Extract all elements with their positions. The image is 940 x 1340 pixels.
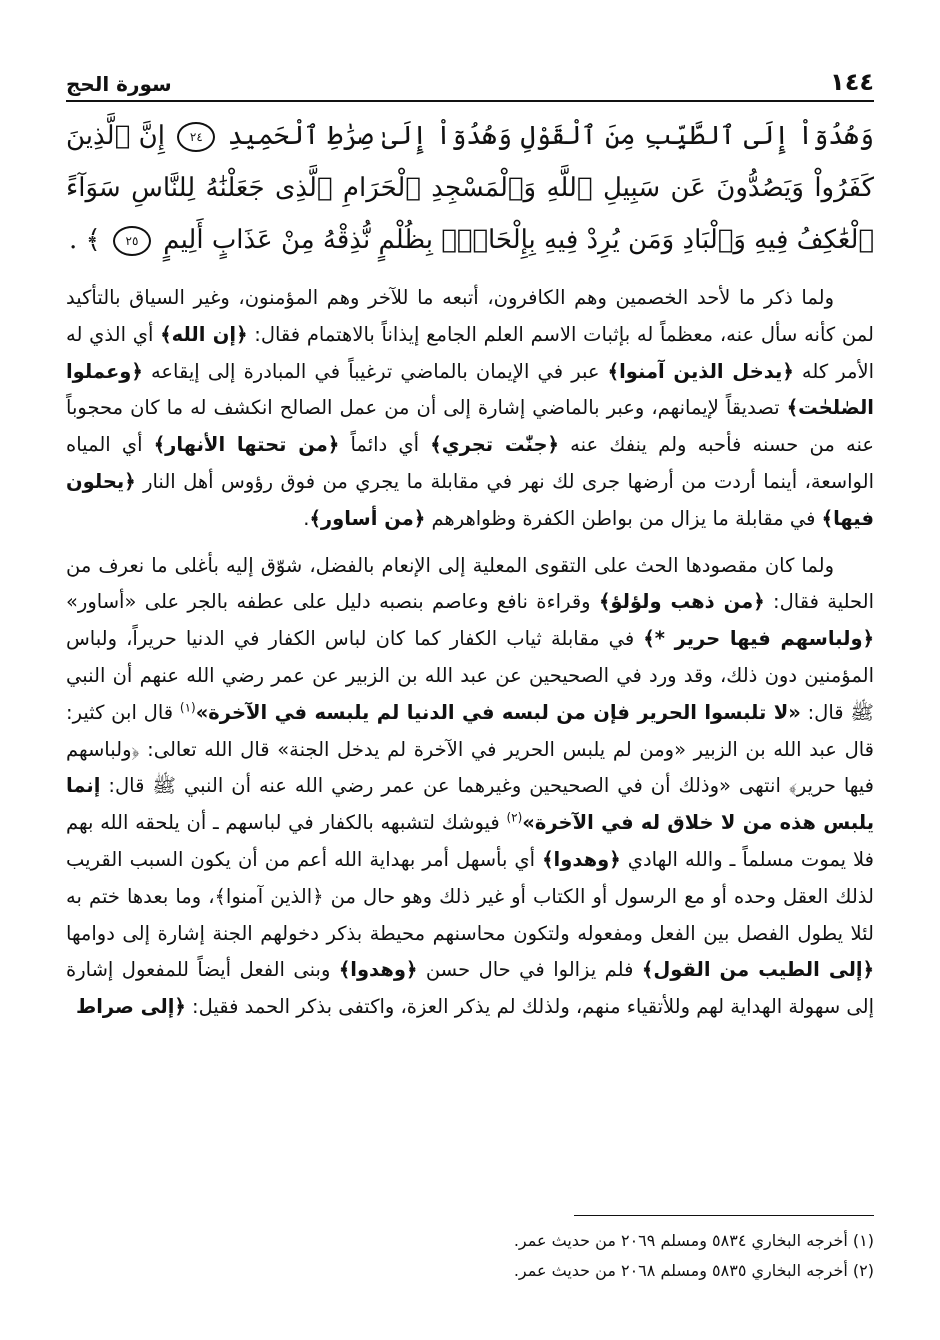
ayah-number-25: ٢٥ [113, 226, 151, 256]
footnote-ref-1[interactable]: (١) [179, 700, 196, 715]
text-run: قال ابن كثير: قال عبد الله بن الزبير «ومن لم يلبس الحرير في الآخرة لم يدخل الجنة» قال الله تعالى: [66, 700, 874, 761]
page-header [66, 58, 874, 102]
footnote-1: (١) أخرجه البخاري ٥٨٣٤ ومسلم ٢٠٦٩ من حديث عمر. [513, 1231, 874, 1250]
text-run: عبر في الإيمان بالماضي ترغيباً في المبادرة إلى إيقاعه [142, 359, 608, 383]
quran-quote: ﴿يحلون فيها﴾ [66, 469, 874, 530]
quran-quote: ﴿إلى صراط [75, 995, 186, 1019]
paragraph-2 [66, 548, 874, 1026]
text-run: في مقابلة ثياب الكفار كما كان لباس الكفار في الدنيا حريراً، ولباس المؤمنين دون ذلك، وقد ورد في الصحيحين عن عبد الله بن الزبير عن عمر رضي الله عنهم أن النبي ﷺ قال: [66, 627, 874, 724]
quran-segment-1: وَهُدُوٓاْ إِلَى ٱلطَّيِّبِ مِنَ ٱلْقَوْلِ وَهُدُوٓاْ إِلَىٰ صِرَٰطِ ٱلْحَمِيدِ [227, 121, 874, 151]
text-run: تصديقاً لإيمانهم، وعبر بالماضي إشارة إلى أن من عمل الصالح انكشف له ما كان محجوباً عنه من حسنه فأحبه ولم ينفك عنه [66, 396, 874, 457]
text-run: في مقابلة ما يزال من بواطن الكفرة وظواهرهم [425, 506, 822, 530]
text-run: ولما ذكر ما لأحد الخصمين وهم الكافرون، أتبعه ما للآخر وهم المؤمنون، وغير السياق بالتأكيد لمن كأنه سأل عنه، معظماً له بإثبات الاسم العلم الجامع إيذاناً بالاهتمام فقال: [66, 286, 874, 346]
hadith-quote: «لا تلبسوا الحرير فإن من لبسه في الدنيا لم يلبسه في الآخرة» [195, 700, 801, 724]
quran-quote: ﴿إن الله﴾ [160, 322, 248, 346]
quran-quote: ﴿يدخل الذين آمنوا﴾ [607, 359, 794, 383]
footnote-2: (٢) أخرجه البخاري ٥٨٣٥ ومسلم ٢٠٦٨ من حديث عمر. [513, 1261, 874, 1280]
text-run: وقراءة نافع وعاصم بنصبه دليل على عطفه بالجر على «أساور» [66, 590, 599, 614]
ayah-number-24: ٢٤ [177, 122, 215, 152]
quran-quote: ﴿جنّٰت تجري﴾ [430, 433, 559, 457]
footnote-ref-2[interactable]: (٢) [506, 810, 523, 825]
quran-quote: ﴿وهدوا﴾ [542, 847, 621, 871]
quran-quote: ﴿وعملوا الصٰلحٰت﴾ [66, 359, 874, 420]
text-run: . [303, 506, 310, 530]
quran-quote: ﴿وهدوا﴾ [338, 958, 418, 982]
quran-quote: ﴿من أساور﴾ [309, 506, 426, 530]
quran-quote: ﴿ولباسهم فيها حرير *﴾ [643, 627, 874, 651]
text-run: أي المياه الواسعة، أينما أردت من أرضها جرى لك نهر في مقابلة ما يجري من فوق رؤوس أهل النار [66, 433, 874, 493]
page-body [66, 110, 874, 1036]
quran-verses [66, 110, 874, 266]
quran-closing: ﴾ . [68, 225, 101, 255]
quran-quote: ﴿إلى الطيب من القول﴾ [641, 958, 874, 982]
paragraph-1 [66, 280, 874, 538]
quran-segment-2: إِنَّ ٱلَّذِينَ كَفَرُواْ وَيَصُدُّونَ عَن سَبِيلِ ٱللَّهِ وَٱلْمَسْجِدِ ٱلْحَرَامِ ٱلَّذِى جَعَلْنَٰهُ لِلنَّاسِ سَوَآءً ٱلْعَٰكِفُ فِيهِ وَٱلْبَادِ وَمَن يُرِدْ فِيهِ بِإِلْحَادٍۭ بِظُلْمٍ نُّذِقْهُ مِنْ عَذَابٍ أَلِيمٍ [66, 121, 874, 255]
surah-name: سورة الحج [66, 72, 172, 96]
text-run: انتهى «وذلك أن في الصحيحين وغيرهما عن عمر رضي الله عنه أن النبي ﷺ قال: [100, 774, 789, 798]
footnote-divider [574, 1215, 874, 1216]
footnotes [66, 1215, 874, 1286]
quran-quote: ﴿من ذهب ولؤلؤ﴾ [598, 590, 765, 614]
hadith-quote: إنما يلبس هذه من لا خلاق له في الآخرة» [66, 774, 875, 835]
page-number: ١٤٤ [830, 68, 874, 96]
quran-quote: ﴿من تحتها الأنهار﴾ [153, 433, 340, 457]
text-run: فلم يزالوا في حال حسن [417, 958, 642, 982]
text-run: وبنى الفعل أيضاً للمفعول إشارة إلى سهولة الهداية لهم وللأتقياء منهم، ولذلك لم يذكر العزة، واكتفى بذكر الحمد فقيل: [66, 958, 874, 1019]
quran-quote: ﴿ولباسهم فيها حرير﴾ [66, 737, 874, 798]
text-run: أي دائماً [339, 433, 431, 457]
text-run: فيوشك لتشبهه بالكفار في لباسهم ـ أن يلحقه الله بهم فلا يموت مسلماً ـ والله الهادي [66, 811, 874, 871]
text-run: أي الذي له الأمر كله [66, 322, 874, 383]
text-run: ولما كان مقصودها الحث على التقوى المعلية إلى الإنعام بالفضل، شوّق إليه بأغلى ما نعرف من الحلية فقال: [66, 553, 874, 614]
text-run: أي بأسهل أمر بهداية الله أعم من أن يكون السبب القريب لذلك العقل وحده أو مع الرسول أو الكتاب أو غير ذلك وهو حال من ﴿الذين آمنوا﴾، وما بعدها ختم به لئلا يطول الفصل بين الفعل ومفعوله ولتكون محاسنهم محيطة بذكر دخولهم الجنة إشارة إلى دوامها [66, 847, 874, 945]
